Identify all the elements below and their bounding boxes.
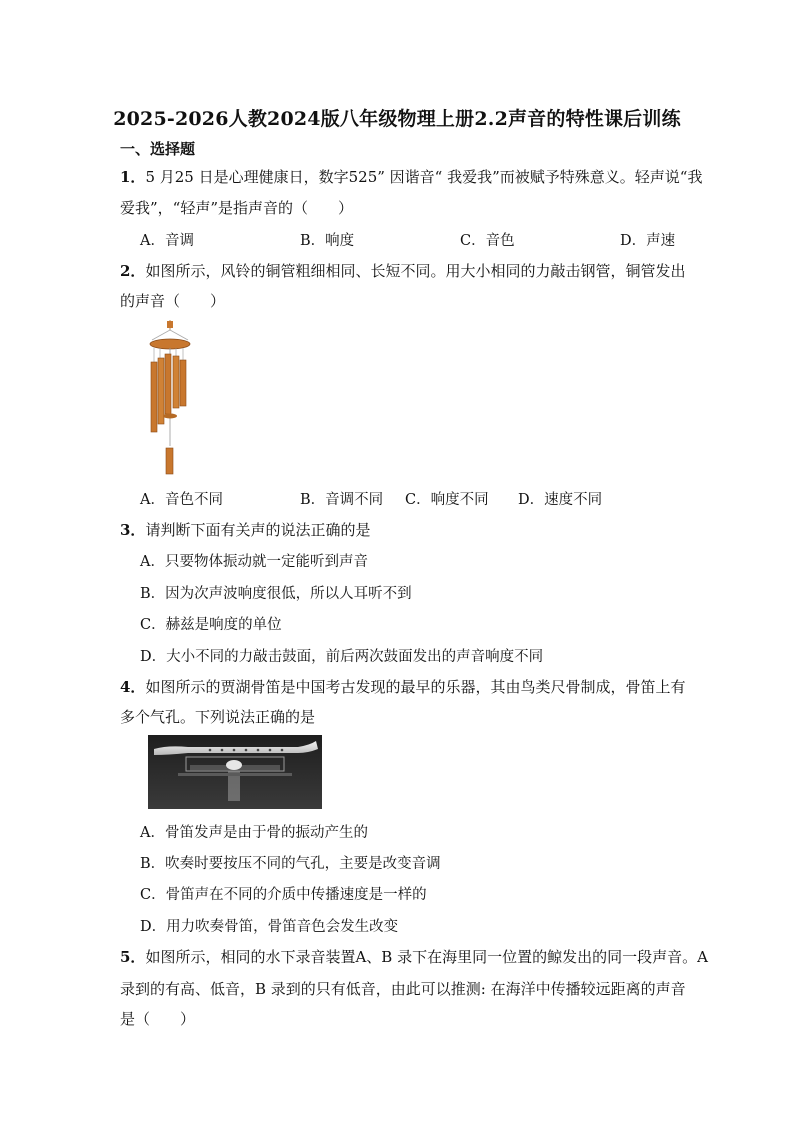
q2-option-b: B．音调不同 — [300, 492, 384, 508]
q3-option-c: C．赫兹是响度的单位 — [140, 617, 282, 633]
q3-line1 — [120, 519, 370, 540]
q1-line1 — [120, 166, 702, 187]
q5-line2: 录到的有高、低音，B 录到的只有低音，由此可以推测: 在海洋中传播较远距离的声音 — [120, 980, 686, 998]
q4-option-a: A．骨笛发声是由于骨的振动产生的 — [140, 825, 368, 841]
q4-line1 — [120, 676, 685, 697]
q4-option-b: B．吹奏时要按压不同的气孔，主要是改变音调 — [140, 856, 441, 872]
q1-text: 5 月25 日是心理健康日，数字525” 因谐音“ 我爱我”而被赋予特殊意义。轻声说“我 — [145, 168, 703, 186]
q3-number: 3． — [120, 521, 146, 539]
q4-line2: 多个气孔。下列说法正确的是 — [120, 708, 316, 726]
bone-flute-image — [148, 735, 322, 809]
q2-option-c: C．响度不同 — [405, 492, 489, 508]
q2-line2: 的声音（ ） — [120, 292, 226, 310]
q5-line3: 是（ ） — [120, 1010, 196, 1028]
q4-number: 4． — [120, 678, 146, 696]
q2-number: 2． — [120, 262, 146, 280]
q2-option-d: D．速度不同 — [518, 492, 603, 508]
q5-text: 如图所示，相同的水下录音装置A、B 录下在海里同一位置的鲸发出的同一段声音。A — [145, 948, 708, 966]
q4-text: 如图所示的贾湖骨笛是中国考古发现的最早的乐器，其由鸟类尺骨制成，骨笛上有 — [145, 678, 686, 696]
q5-line1 — [120, 946, 708, 967]
q1-option-a: A．音调 — [140, 233, 194, 249]
q1-option-c: C．音色 — [460, 233, 515, 249]
q4-option-d: D．用力吹奏骨笛，骨笛音色会发生改变 — [140, 919, 399, 935]
q1-option-b: B．响度 — [300, 233, 355, 249]
q3-text: 请判断下面有关声的说法正确的是 — [145, 521, 371, 539]
q1-option-d: D．声速 — [620, 233, 676, 249]
q2-line1 — [120, 260, 685, 281]
q1-number: 1． — [120, 168, 146, 186]
q5-number: 5． — [120, 948, 146, 966]
q3-option-a: A．只要物体振动就一定能听到声音 — [140, 554, 368, 570]
q1-line2: 爱我”，“轻声”是指声音的（ ） — [120, 199, 354, 217]
q3-option-d: D．大小不同的力敲击鼓面，前后两次鼓面发出的声音响度不同 — [140, 649, 544, 665]
document-title: 2025-2026人教2024版八年级物理上册2.2声音的特性课后训练 — [113, 108, 681, 130]
q2-text: 如图所示，风铃的铜管粗细相同、长短不同。用大小相同的力敲击钢管，铜管发出 — [145, 262, 686, 280]
q3-option-b: B．因为次声波响度很低，所以人耳听不到 — [140, 586, 412, 602]
section-heading: 一、选择题 — [120, 140, 196, 158]
q4-option-c: C．骨笛声在不同的介质中传播速度是一样的 — [140, 887, 427, 903]
wind-chime-image — [140, 318, 196, 478]
q2-option-a: A．音色不同 — [140, 492, 223, 508]
